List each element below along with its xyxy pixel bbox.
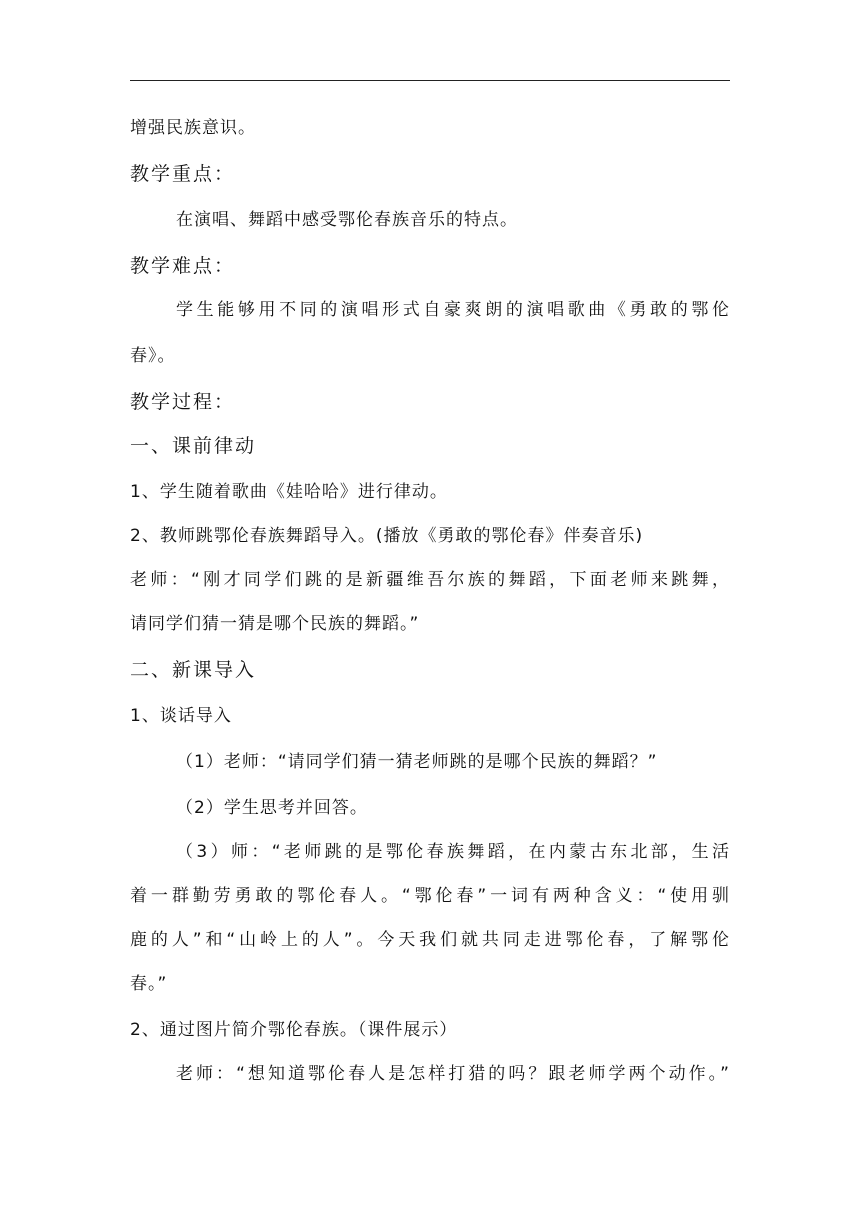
text-line: 2、教师跳鄂伦春族舞蹈导入。(播放《勇敢的鄂伦春》伴奏音乐): [130, 526, 644, 546]
text-line: 在演唱、舞蹈中感受鄂伦春族音乐的特点。: [176, 210, 518, 230]
text-line: 请同学们猜一猜是哪个民族的舞蹈。”: [130, 614, 420, 634]
text-line: （1）老师：“请同学们猜一猜老师跳的是哪个民族的舞蹈？”: [176, 752, 658, 772]
text-line: 春》。: [130, 346, 176, 366]
section-heading-new-lesson: 二、新课导入: [130, 659, 257, 681]
text-line: 增强民族意识。: [130, 118, 256, 138]
text-line: 1、谈话导入: [130, 706, 232, 726]
text-line: 2、通过图片简介鄂伦春族。（课件展示）: [130, 1020, 458, 1040]
text-line: （3）师：“老师跳的是鄂伦春族舞蹈，在内蒙古东北部，生活: [176, 842, 730, 862]
section-heading-teaching-focus: 教学重点：: [130, 163, 236, 185]
text-line: （2）学生思考并回答。: [176, 798, 368, 818]
header-rule: [130, 80, 730, 81]
text-line: 1、学生随着歌曲《娃哈哈》进行律动。: [130, 482, 448, 502]
text-line: 着一群勤劳勇敢的鄂伦春人。“鄂伦春”一词有两种含义：“使用驯: [130, 886, 730, 906]
text-line: 鹿的人”和“山岭上的人”。今天我们就共同走进鄂伦春，了解鄂伦: [130, 930, 730, 950]
section-heading-warmup: 一、课前律动: [130, 435, 257, 457]
text-line: 学生能够用不同的演唱形式自豪爽朗的演唱歌曲《勇敢的鄂伦: [176, 300, 730, 320]
section-heading-teaching-process: 教学过程：: [130, 391, 236, 413]
text-line: 春。”: [130, 974, 168, 994]
text-line: 老师：“想知道鄂伦春人是怎样打猎的吗？跟老师学两个动作。”: [176, 1064, 730, 1084]
text-line: 老师：“刚才同学们跳的是新疆维吾尔族的舞蹈，下面老师来跳舞，: [130, 570, 730, 590]
section-heading-teaching-difficulty: 教学难点：: [130, 255, 236, 277]
